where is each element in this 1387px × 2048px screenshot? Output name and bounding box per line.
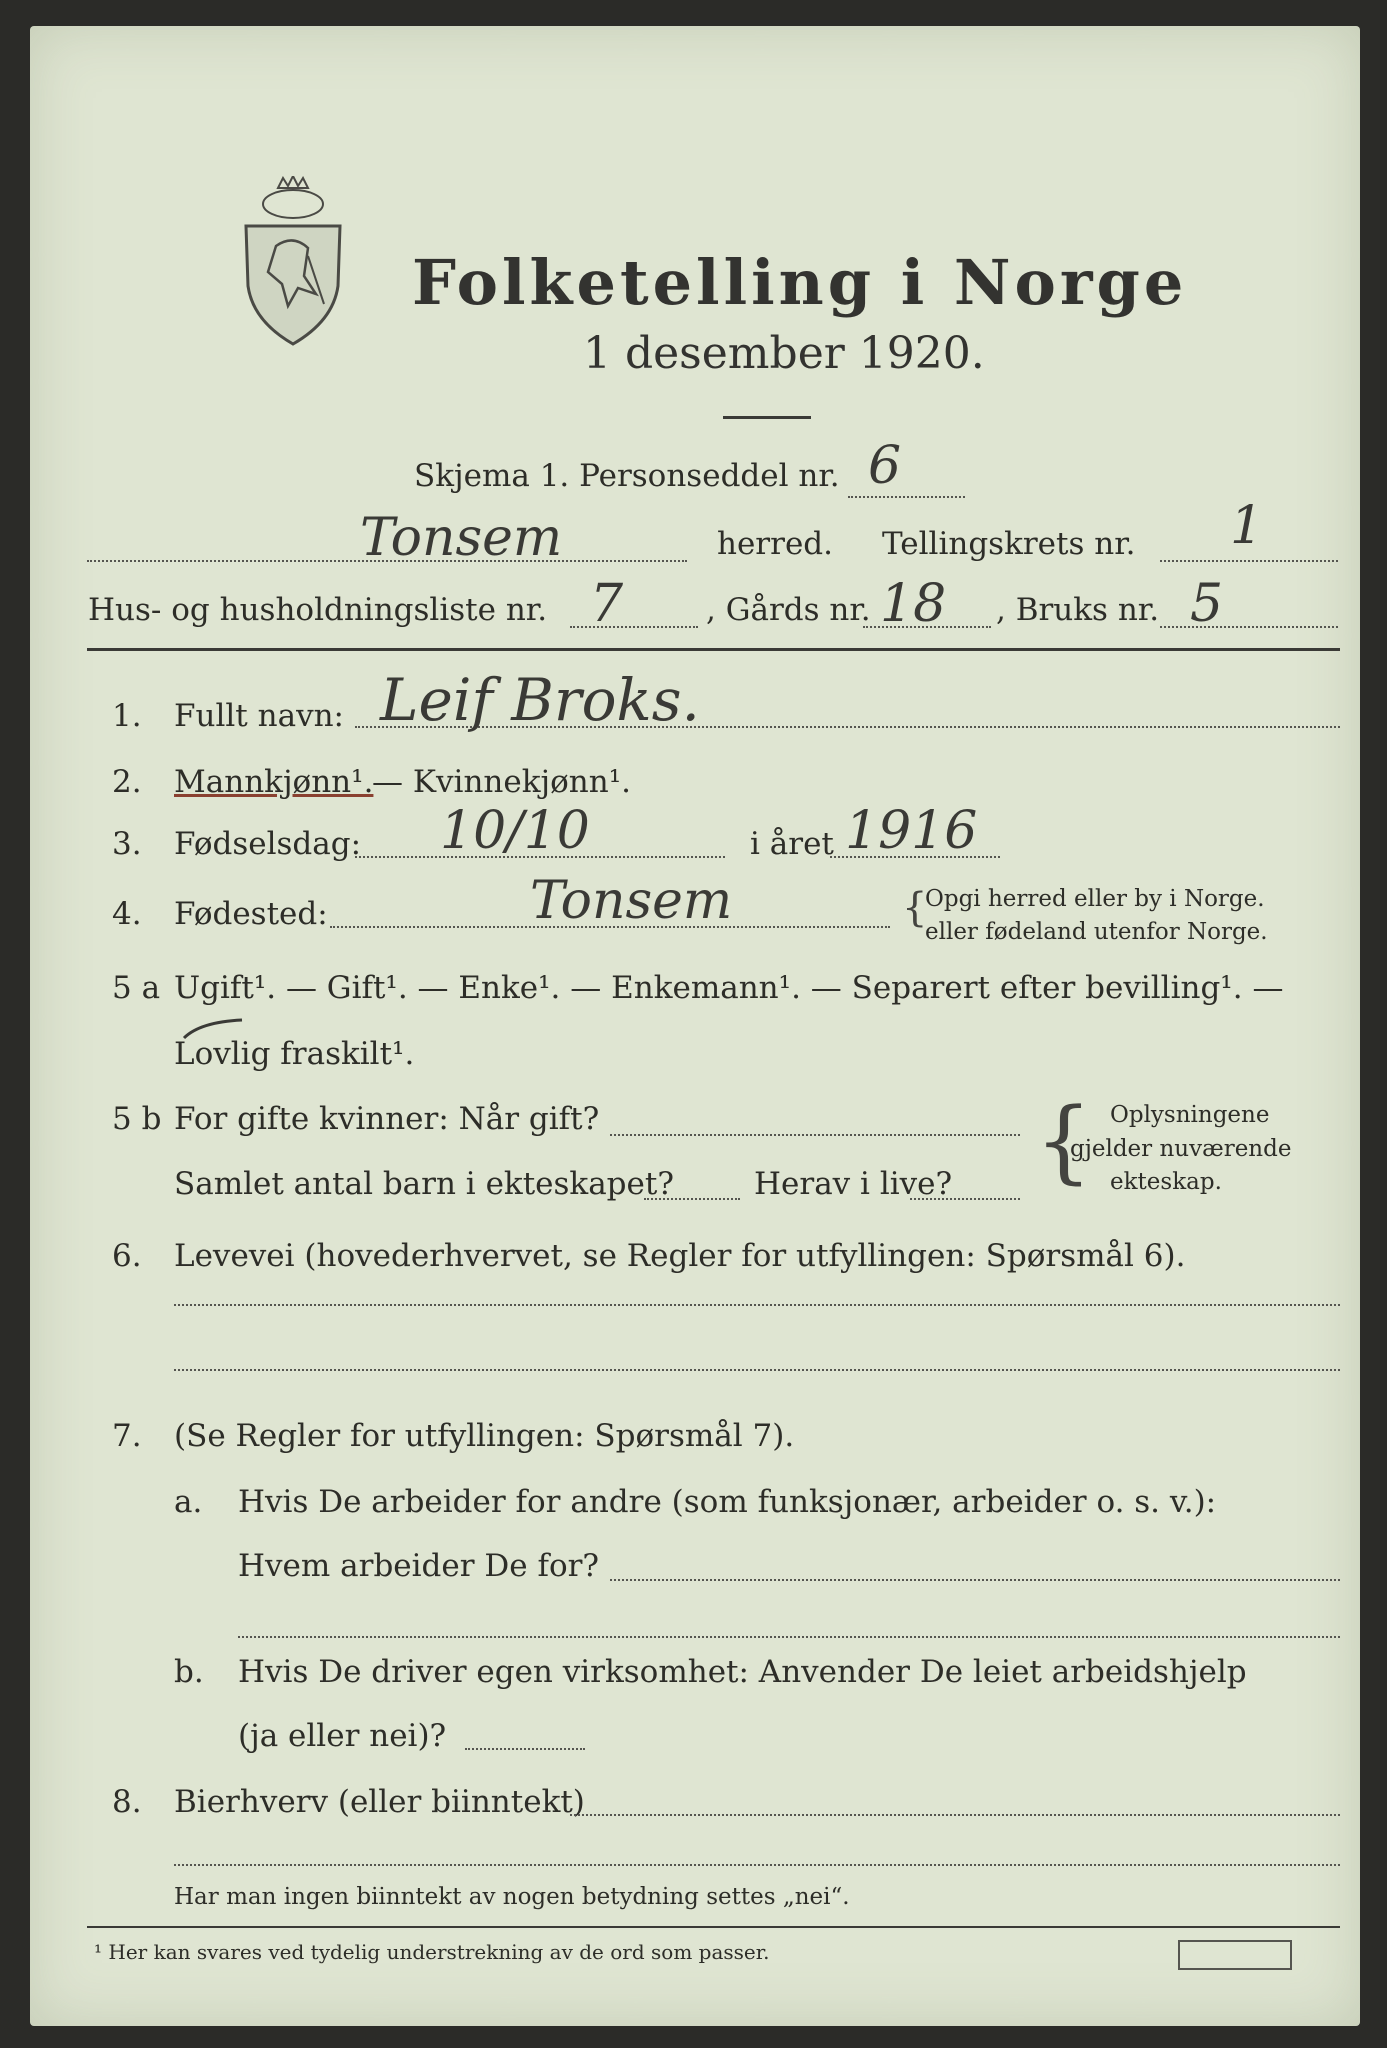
married-when-field-line: [610, 1134, 1020, 1136]
q4-label: Fødested:: [174, 896, 328, 932]
gender-option-female: — Kvinnekjønn¹.: [372, 764, 631, 800]
bruks-field-line: [1160, 626, 1338, 628]
employer-field-line-2: [238, 1636, 1340, 1638]
q7b-text: Hvis De driver egen virksomhet: Anvender De leiet arbeidshjelp: [238, 1654, 1247, 1690]
marital-status-mark: [180, 1016, 250, 1046]
tellingskrets-field-line: [1160, 560, 1338, 562]
birthplace-note-line1: Opgi herred eller by i Norge.: [925, 886, 1265, 912]
bruks-value: 5: [1190, 574, 1224, 634]
personseddel-field-line: [848, 496, 965, 498]
q7a-letter: a.: [174, 1484, 203, 1520]
marriage-note-line1: Oplysningene: [1110, 1102, 1270, 1128]
header-divider: [87, 648, 1340, 651]
gender-option-male: Mannkjønn¹.: [174, 764, 374, 800]
gards-label: , Gårds nr.: [706, 592, 871, 628]
q7b-letter: b.: [174, 1654, 204, 1690]
alive-field-line: [910, 1198, 1020, 1200]
title-divider: [723, 416, 811, 419]
census-form-sheet: [30, 26, 1360, 2026]
hired-help-field-line: [465, 1748, 585, 1750]
q5b-label: For gifte kvinner: Når gift?: [174, 1101, 600, 1137]
children-field-line: [644, 1198, 740, 1200]
birthplace-note-line2: eller fødeland utenfor Norge.: [925, 919, 1268, 945]
herred-value: Tonsem: [360, 508, 563, 568]
bruks-label: , Bruks nr.: [996, 592, 1160, 628]
printer-stamp: [1178, 1940, 1292, 1970]
q7-label: (Se Regler for utfyllingen: Spørsmål 7).: [174, 1418, 795, 1454]
q7a-who-label: Hvem arbeider De for?: [238, 1548, 600, 1584]
occupation-field-line-2: [174, 1369, 1340, 1371]
q1-label: Fullt navn:: [174, 698, 344, 734]
marriage-note-line3: ekteskap.: [1110, 1169, 1222, 1195]
side-income-note: Har man ingen biinntekt av nogen betydning settes „nei“.: [174, 1884, 850, 1910]
alive-label: Herav i live?: [754, 1166, 953, 1202]
coat-of-arms-icon: [238, 176, 348, 346]
year-label: i året: [750, 826, 834, 862]
q2-number: 2.: [112, 764, 142, 800]
personseddel-number-value: 6: [868, 436, 902, 496]
census-date: 1 desember 1920.: [583, 328, 985, 379]
children-label: Samlet antal barn i ekteskapet?: [174, 1166, 674, 1202]
husholdningsliste-label: Hus- og husholdningsliste nr.: [88, 592, 548, 628]
birthday-value: 10/10: [440, 801, 590, 861]
q3-number: 3.: [112, 826, 142, 862]
q4-number: 4.: [112, 896, 142, 932]
gards-value: 18: [880, 574, 947, 634]
side-income-field-line-1: [570, 1814, 1340, 1816]
husholdningsliste-value: 7: [590, 574, 624, 634]
footnote-divider: [87, 1926, 1340, 1928]
side-income-field-line-2: [174, 1864, 1340, 1866]
q8-number: 8.: [112, 1784, 142, 1820]
birth-year-value: 1916: [845, 801, 978, 861]
q1-number: 1.: [112, 698, 142, 734]
q7a-text: Hvis De arbeider for andre (som funksjonær, arbeider o. s. v.):: [238, 1484, 1217, 1520]
tellingskrets-value: 1: [1230, 496, 1264, 556]
q5a-number: 5 a: [112, 970, 161, 1006]
q6-number: 6.: [112, 1238, 142, 1274]
footnote: ¹ Her kan svares ved tydelig understrekning av de ord som passer.: [94, 1940, 770, 1964]
marital-status-options: Ugift¹. — Gift¹. — Enke¹. — Enkemann¹. — Separert efter bevilling¹. —: [174, 970, 1284, 1006]
q7-number: 7.: [112, 1418, 142, 1454]
marital-status-options-cont: Lovlig fraskilt¹.: [174, 1036, 415, 1072]
full-name-value: Leif Broks.: [380, 666, 700, 734]
herred-label: herred.: [717, 526, 833, 562]
q5b-number: 5 b: [112, 1101, 162, 1137]
schema-label: Skjema 1. Personseddel nr.: [414, 458, 840, 494]
marriage-note-line2: gjelder nuværende: [1070, 1136, 1292, 1162]
birthplace-note-bracket: {: [902, 885, 928, 931]
marriage-note-bracket: {: [1035, 1089, 1093, 1194]
q3-label: Fødselsdag:: [174, 826, 362, 862]
form-title: Folketelling i Norge: [412, 246, 1188, 319]
birthplace-value: Tonsem: [530, 871, 733, 931]
q7b-yesno-label: (ja eller nei)?: [238, 1718, 447, 1754]
occupation-field-line-1: [174, 1304, 1340, 1306]
q8-label: Bierhverv (eller biinntekt): [174, 1784, 585, 1820]
employer-field-line-1: [610, 1579, 1340, 1581]
q6-label: Levevei (hovederhvervet, se Regler for utfyllingen: Spørsmål 6).: [174, 1238, 1186, 1274]
tellingskrets-label: Tellingskrets nr.: [882, 526, 1136, 562]
